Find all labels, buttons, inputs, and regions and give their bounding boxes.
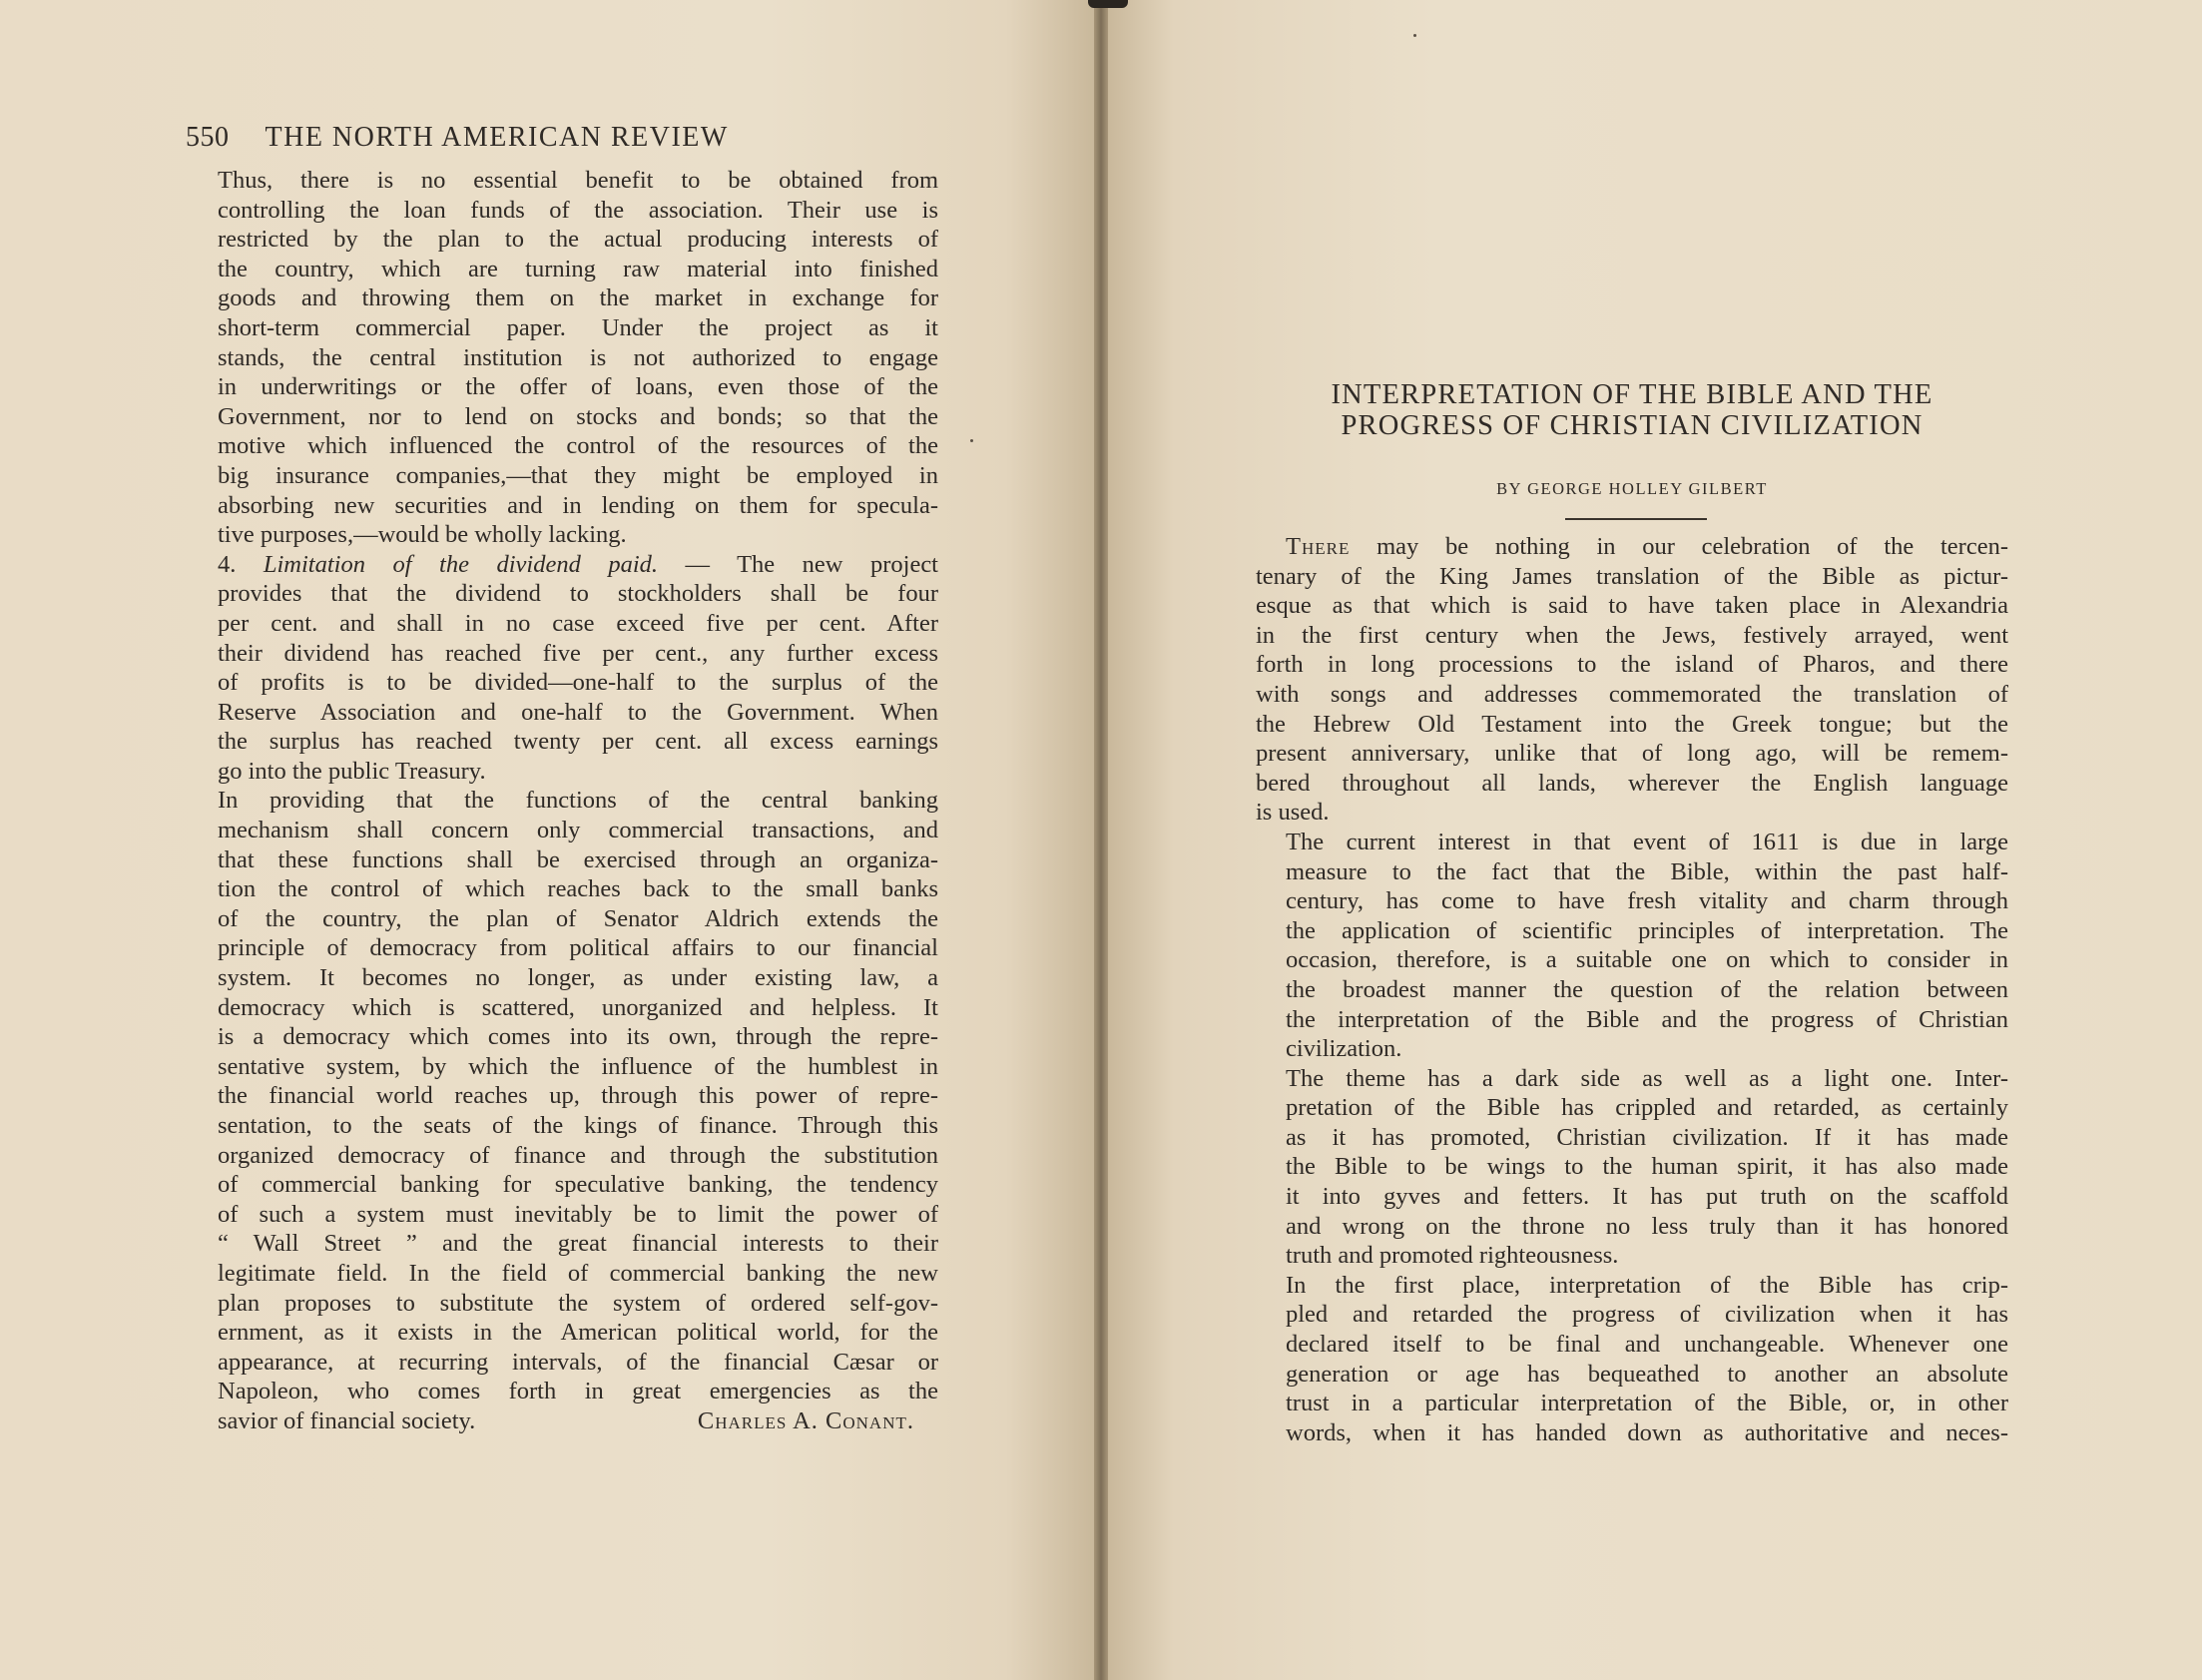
paragraph: [1256, 1271, 2008, 1448]
text-line: century, has come to have fresh vitality and charm through: [1286, 887, 2008, 915]
text-line: declared itself to be final and unchangeable. Whenever one: [1286, 1331, 2008, 1359]
text-line: the surplus has reached twenty per cent. all excess earnings: [218, 728, 938, 756]
text-line: the country, which are turning raw material into finished: [218, 255, 938, 282]
text-line: that these functions shall be exercised through an organiza-: [218, 845, 938, 873]
section-number: 4.: [218, 550, 264, 578]
text-line: generation or age has bequeathed to another an absolute: [1286, 1360, 2008, 1388]
running-header: [186, 122, 729, 154]
text-line: words, when it has handed down as authoritative and neces-: [1286, 1418, 2008, 1446]
text-line: goods and throwing them on the market in exchange for: [218, 284, 938, 312]
text-line: restricted by the plan to the actual producing interests of: [218, 226, 938, 254]
text-line: civilization.: [1286, 1035, 1402, 1063]
text-line: sentative system, by which the influence of the humblest in: [218, 1052, 938, 1080]
text-line: it into gyves and fetters. It has put truth on the scaffold: [1286, 1183, 2008, 1211]
text-line: sentation, to the seats of the kings of finance. Through this: [218, 1112, 938, 1139]
text-line: legitimate field. In the field of commercial banking the new: [218, 1259, 938, 1287]
text-line: tive purposes,—would be wholly lacking.: [218, 521, 627, 549]
paragraph: [1256, 828, 2008, 1064]
paragraph: [1256, 532, 2008, 828]
text-line: appearance, at recurring intervals, of the financial Cæsar or: [218, 1348, 938, 1376]
text-line: of commercial banking for speculative banking, the tendency: [218, 1171, 938, 1199]
text-line: stands, the central institution is not authorized to engage: [218, 343, 938, 371]
text-line: is used.: [1256, 799, 1330, 827]
text-line: plan proposes to substitute the system of ordered self-gov-: [218, 1289, 938, 1317]
text-line: Government, nor to lend on stocks and bonds; so that the: [218, 402, 938, 430]
opening-word: There: [1286, 533, 1351, 560]
text-line: provides that the dividend to stockholders shall be four: [218, 580, 938, 608]
text-line: of the country, the plan of Senator Aldrich extends the: [218, 904, 938, 932]
text-line: and wrong on the throne no less truly than it has honored: [1286, 1212, 2008, 1240]
text-line: is a democracy which comes into its own, through the repre-: [218, 1023, 938, 1051]
section-lead-text: — The new project: [658, 550, 938, 578]
text-line: mechanism shall concern only commercial transactions, and: [218, 817, 938, 844]
article-title-line-2: PROGRESS OF CHRISTIAN CIVILIZATION: [1341, 410, 1924, 441]
text-line: ernment, as it exists in the American political world, for the: [218, 1319, 938, 1347]
text-line: savior of financial society. Charles A. Conant.: [218, 1406, 914, 1434]
text-line: pled and retarded the progress of civilization when it has: [1286, 1301, 2008, 1329]
section-heading: Limitation of the dividend paid.: [263, 550, 659, 578]
text-line: tion the control of which reaches back to the small banks: [218, 875, 938, 903]
text-line: big insurance companies,—that they might be employed in: [218, 461, 938, 489]
spine-top-edge: [1088, 0, 1128, 8]
text-line: their dividend has reached five per cent., any further excess: [218, 639, 938, 667]
text-line: principle of democracy from political affairs to our financial: [218, 934, 938, 962]
text-line: In providing that the functions of the central banking: [218, 787, 938, 815]
title-rule: [1565, 518, 1707, 520]
text-line: go into the public Treasury.: [218, 757, 486, 785]
text-line: motive which influenced the control of the resources of the: [218, 432, 938, 460]
article-byline: BY GEORGE HOLLEY GILBERT: [1496, 479, 1768, 498]
text-line: controlling the loan funds of the association. Their use is: [218, 196, 938, 224]
text-line: In the first place, interpretation of the Bible has crip-: [1286, 1271, 2008, 1299]
paragraph: [188, 550, 938, 787]
left-article-text: [188, 166, 938, 1436]
text-line: short-term commercial paper. Under the project as it: [218, 313, 938, 341]
text-line: in underwritings or the offer of loans, even those of the: [218, 373, 938, 401]
paper-speck: [1413, 34, 1416, 37]
paragraph: [188, 166, 938, 550]
text-line: trust in a particular interpretation of the Bible, or, in other: [1286, 1390, 2008, 1417]
text-line: absorbing new securities and in lending on them for specula-: [218, 491, 938, 519]
article-title-line-1: INTERPRETATION OF THE BIBLE AND THE: [1331, 379, 1933, 410]
text-line: system. It becomes no longer, as under existing law, a: [218, 964, 938, 992]
text-line: of profits is to be divided—one-half to the surplus of the: [218, 669, 938, 697]
author-signature: Charles A. Conant.: [697, 1406, 914, 1434]
text-line: esque as that which is said to have taken place in Alexandria: [1256, 592, 2008, 620]
text-line: The theme has a dark side as well as a light one. Inter-: [1286, 1064, 2008, 1092]
text-line: per cent. and shall in no case exceed five per cent. After: [218, 609, 938, 637]
text-line: [1256, 532, 2008, 562]
text-line: the Hebrew Old Testament into the Greek tongue; but the: [1256, 710, 2008, 738]
text-line: Napoleon, who comes forth in great emergencies as the: [218, 1378, 938, 1405]
text-line: the broadest manner the question of the relation between: [1286, 975, 2008, 1003]
text-line: the Bible to be wings to the human spirit, it has also made: [1286, 1153, 2008, 1181]
text-line: present anniversary, unlike that of long ago, will be remem-: [1256, 740, 2008, 768]
opening-line-text: may be nothing in our celebration of the tercen-: [1350, 533, 2008, 560]
text-line: bered throughout all lands, wherever the English language: [1256, 769, 2008, 797]
text-line: the interpretation of the Bible and the progress of Christian: [1286, 1005, 2008, 1033]
text-line: tenary of the King James translation of the Bible as pictur-: [1256, 562, 2008, 590]
article-title: [1248, 379, 2016, 441]
text-line: Thus, there is no essential benefit to be obtained from: [218, 167, 938, 194]
page-number: 550: [186, 122, 230, 153]
text-line: occasion, therefore, is a suitable one on which to consider in: [1286, 946, 2008, 974]
text-line: pretation of the Bible has crippled and retarded, as certainly: [1286, 1094, 2008, 1122]
text-line: Reserve Association and one-half to the Government. When: [218, 698, 938, 726]
text-line: in the first century when the Jews, festively arrayed, went: [1256, 621, 2008, 649]
book-gutter: [1094, 0, 1108, 1680]
text-line: organized democracy of finance and through the substitution: [218, 1141, 938, 1169]
journal-title: THE NORTH AMERICAN REVIEW: [265, 122, 729, 153]
text-line: forth in long processions to the island of Pharos, and there: [1256, 651, 2008, 679]
text-line: the financial world reaches up, through this power of repre-: [218, 1082, 938, 1110]
paper-speck: [970, 439, 973, 442]
text-line: [188, 550, 938, 580]
text-line: with songs and addresses commemorated the translation of: [1256, 680, 2008, 708]
text-line: the application of scientific principles of interpretation. The: [1286, 916, 2008, 944]
paragraph: [1256, 1064, 2008, 1271]
text-line: of such a system must inevitably be to limit the power of: [218, 1200, 938, 1228]
text-line: democracy which is scattered, unorganized and helpless. It: [218, 993, 938, 1021]
text-line: “ Wall Street ” and the great financial interests to their: [218, 1230, 938, 1258]
right-article-text: [1256, 532, 2008, 1447]
text-line: measure to the fact that the Bible, within the past half-: [1286, 857, 2008, 885]
text-line: as it has promoted, Christian civilization. If it has made: [1286, 1123, 2008, 1151]
text-line: truth and promoted righteousness.: [1286, 1242, 1619, 1270]
paragraph: [188, 786, 938, 1435]
left-page: [0, 0, 1094, 1680]
text-line: The current interest in that event of 1611 is due in large: [1286, 828, 2008, 855]
